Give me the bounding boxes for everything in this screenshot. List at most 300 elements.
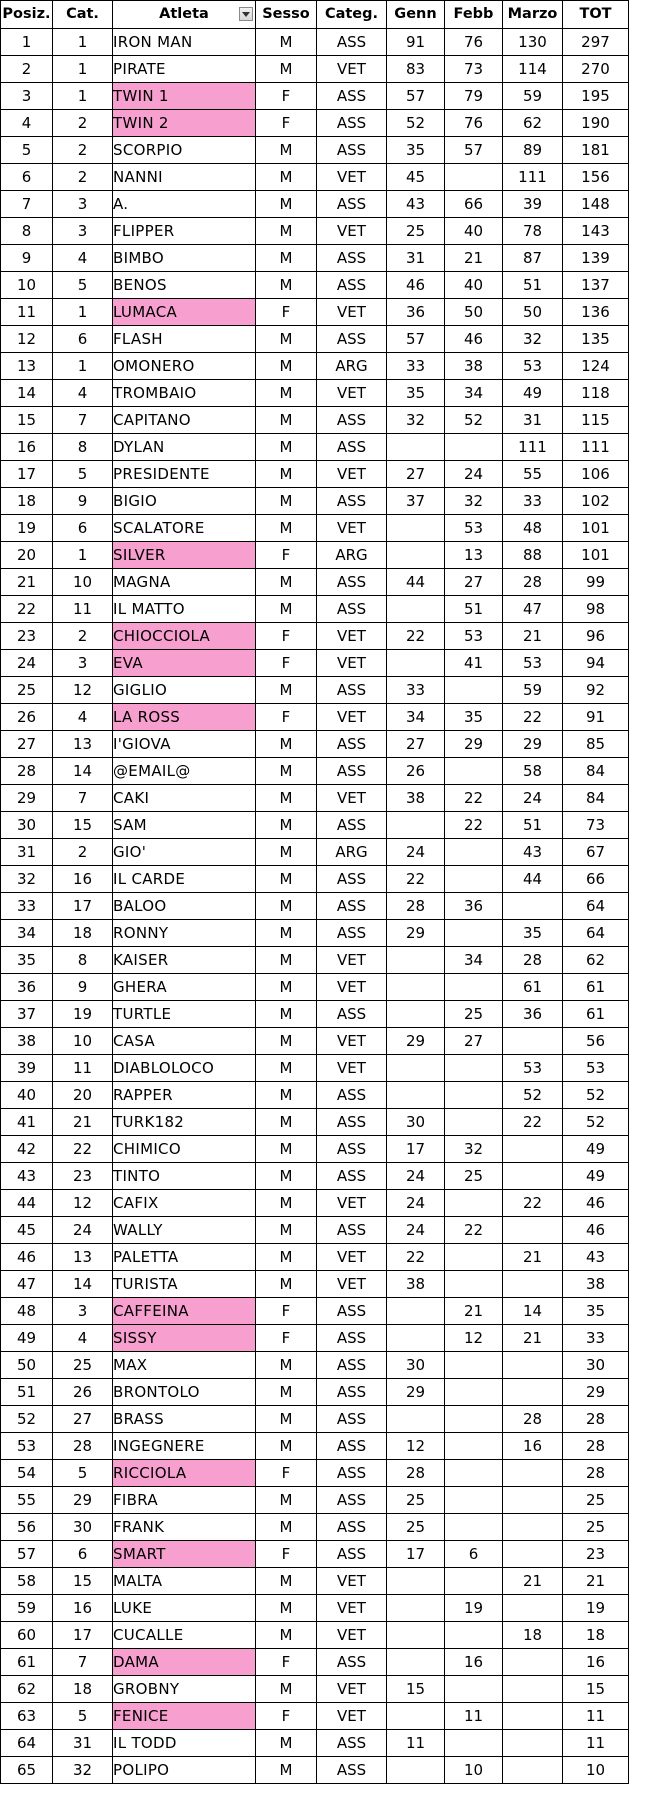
- cell-febb[interactable]: [445, 839, 503, 866]
- cell-posiz[interactable]: 20: [1, 542, 53, 569]
- cell-posiz[interactable]: 36: [1, 974, 53, 1001]
- cell-febb[interactable]: [445, 1622, 503, 1649]
- cell-febb[interactable]: 32: [445, 488, 503, 515]
- cell-genn[interactable]: [387, 434, 445, 461]
- cell-marzo[interactable]: [503, 1487, 563, 1514]
- cell-marzo[interactable]: [503, 1352, 563, 1379]
- cell-tot[interactable]: 156: [563, 164, 629, 191]
- cell-categ[interactable]: ASS: [317, 893, 387, 920]
- cell-febb[interactable]: 29: [445, 731, 503, 758]
- cell-genn[interactable]: 22: [387, 1244, 445, 1271]
- cell-genn[interactable]: [387, 1568, 445, 1595]
- cell-genn[interactable]: 25: [387, 1514, 445, 1541]
- cell-categ[interactable]: ASS: [317, 137, 387, 164]
- cell-atleta[interactable]: SILVER: [113, 542, 256, 569]
- cell-genn[interactable]: 38: [387, 1271, 445, 1298]
- cell-marzo[interactable]: [503, 1649, 563, 1676]
- cell-febb[interactable]: 21: [445, 245, 503, 272]
- cell-febb[interactable]: 52: [445, 407, 503, 434]
- cell-atleta[interactable]: RONNY: [113, 920, 256, 947]
- cell-marzo[interactable]: 28: [503, 1406, 563, 1433]
- cell-sesso[interactable]: M: [256, 812, 317, 839]
- cell-cat[interactable]: 1: [53, 542, 113, 569]
- cell-cat[interactable]: 4: [53, 380, 113, 407]
- cell-posiz[interactable]: 24: [1, 650, 53, 677]
- cell-tot[interactable]: 15: [563, 1676, 629, 1703]
- cell-tot[interactable]: 64: [563, 920, 629, 947]
- cell-genn[interactable]: 44: [387, 569, 445, 596]
- cell-marzo[interactable]: 89: [503, 137, 563, 164]
- cell-tot[interactable]: 94: [563, 650, 629, 677]
- cell-sesso[interactable]: M: [256, 380, 317, 407]
- cell-genn[interactable]: [387, 1595, 445, 1622]
- cell-posiz[interactable]: 27: [1, 731, 53, 758]
- cell-febb[interactable]: 22: [445, 1217, 503, 1244]
- cell-posiz[interactable]: 46: [1, 1244, 53, 1271]
- cell-cat[interactable]: 2: [53, 164, 113, 191]
- cell-tot[interactable]: 25: [563, 1487, 629, 1514]
- cell-tot[interactable]: 28: [563, 1433, 629, 1460]
- cell-tot[interactable]: 98: [563, 596, 629, 623]
- cell-cat[interactable]: 31: [53, 1730, 113, 1757]
- cell-febb[interactable]: 53: [445, 623, 503, 650]
- cell-atleta[interactable]: BENOS: [113, 272, 256, 299]
- cell-tot[interactable]: 64: [563, 893, 629, 920]
- cell-febb[interactable]: [445, 1352, 503, 1379]
- cell-marzo[interactable]: 51: [503, 812, 563, 839]
- cell-febb[interactable]: 32: [445, 1136, 503, 1163]
- cell-sesso[interactable]: M: [256, 1271, 317, 1298]
- cell-genn[interactable]: 36: [387, 299, 445, 326]
- cell-febb[interactable]: [445, 677, 503, 704]
- cell-atleta[interactable]: FIBRA: [113, 1487, 256, 1514]
- cell-posiz[interactable]: 18: [1, 488, 53, 515]
- cell-sesso[interactable]: M: [256, 326, 317, 353]
- cell-posiz[interactable]: 13: [1, 353, 53, 380]
- cell-genn[interactable]: 38: [387, 785, 445, 812]
- cell-cat[interactable]: 3: [53, 218, 113, 245]
- cell-genn[interactable]: 91: [387, 29, 445, 56]
- cell-cat[interactable]: 3: [53, 191, 113, 218]
- cell-tot[interactable]: 99: [563, 569, 629, 596]
- cell-posiz[interactable]: 4: [1, 110, 53, 137]
- cell-marzo[interactable]: 58: [503, 758, 563, 785]
- cell-marzo[interactable]: [503, 1757, 563, 1784]
- cell-genn[interactable]: 35: [387, 380, 445, 407]
- cell-tot[interactable]: 102: [563, 488, 629, 515]
- cell-marzo[interactable]: 14: [503, 1298, 563, 1325]
- cell-febb[interactable]: 25: [445, 1001, 503, 1028]
- cell-categ[interactable]: ASS: [317, 1136, 387, 1163]
- cell-cat[interactable]: 2: [53, 137, 113, 164]
- cell-cat[interactable]: 26: [53, 1379, 113, 1406]
- cell-cat[interactable]: 15: [53, 812, 113, 839]
- cell-marzo[interactable]: 51: [503, 272, 563, 299]
- cell-tot[interactable]: 16: [563, 1649, 629, 1676]
- cell-marzo[interactable]: 78: [503, 218, 563, 245]
- cell-cat[interactable]: 3: [53, 650, 113, 677]
- cell-febb[interactable]: 53: [445, 515, 503, 542]
- cell-marzo[interactable]: 18: [503, 1622, 563, 1649]
- cell-cat[interactable]: 29: [53, 1487, 113, 1514]
- cell-febb[interactable]: 57: [445, 137, 503, 164]
- cell-atleta[interactable]: MAGNA: [113, 569, 256, 596]
- cell-sesso[interactable]: M: [256, 1082, 317, 1109]
- cell-sesso[interactable]: M: [256, 596, 317, 623]
- cell-febb[interactable]: 41: [445, 650, 503, 677]
- cell-marzo[interactable]: 114: [503, 56, 563, 83]
- cell-posiz[interactable]: 58: [1, 1568, 53, 1595]
- cell-tot[interactable]: 84: [563, 785, 629, 812]
- cell-genn[interactable]: 29: [387, 1028, 445, 1055]
- cell-tot[interactable]: 30: [563, 1352, 629, 1379]
- cell-tot[interactable]: 49: [563, 1163, 629, 1190]
- cell-sesso[interactable]: F: [256, 299, 317, 326]
- cell-sesso[interactable]: M: [256, 137, 317, 164]
- cell-genn[interactable]: 25: [387, 1487, 445, 1514]
- cell-sesso[interactable]: M: [256, 893, 317, 920]
- cell-sesso[interactable]: M: [256, 1487, 317, 1514]
- cell-cat[interactable]: 30: [53, 1514, 113, 1541]
- cell-categ[interactable]: VET: [317, 299, 387, 326]
- cell-sesso[interactable]: F: [256, 1541, 317, 1568]
- cell-febb[interactable]: 13: [445, 542, 503, 569]
- cell-posiz[interactable]: 12: [1, 326, 53, 353]
- cell-cat[interactable]: 13: [53, 1244, 113, 1271]
- cell-posiz[interactable]: 26: [1, 704, 53, 731]
- cell-marzo[interactable]: [503, 893, 563, 920]
- cell-marzo[interactable]: 21: [503, 1568, 563, 1595]
- cell-genn[interactable]: 52: [387, 110, 445, 137]
- cell-febb[interactable]: 50: [445, 299, 503, 326]
- cell-sesso[interactable]: M: [256, 1730, 317, 1757]
- cell-genn[interactable]: 28: [387, 893, 445, 920]
- cell-genn[interactable]: 24: [387, 1190, 445, 1217]
- cell-categ[interactable]: ASS: [317, 326, 387, 353]
- cell-marzo[interactable]: 21: [503, 1244, 563, 1271]
- cell-cat[interactable]: 5: [53, 272, 113, 299]
- cell-categ[interactable]: ASS: [317, 812, 387, 839]
- cell-sesso[interactable]: F: [256, 650, 317, 677]
- cell-tot[interactable]: 46: [563, 1217, 629, 1244]
- cell-febb[interactable]: 11: [445, 1703, 503, 1730]
- cell-genn[interactable]: 27: [387, 731, 445, 758]
- cell-categ[interactable]: VET: [317, 1595, 387, 1622]
- cell-atleta[interactable]: CAFFEINA: [113, 1298, 256, 1325]
- cell-febb[interactable]: 66: [445, 191, 503, 218]
- cell-cat[interactable]: 2: [53, 839, 113, 866]
- cell-cat[interactable]: 1: [53, 29, 113, 56]
- cell-sesso[interactable]: F: [256, 1649, 317, 1676]
- cell-posiz[interactable]: 47: [1, 1271, 53, 1298]
- cell-genn[interactable]: 46: [387, 272, 445, 299]
- cell-categ[interactable]: VET: [317, 1568, 387, 1595]
- cell-genn[interactable]: 57: [387, 326, 445, 353]
- cell-marzo[interactable]: [503, 1541, 563, 1568]
- cell-categ[interactable]: ASS: [317, 677, 387, 704]
- cell-posiz[interactable]: 55: [1, 1487, 53, 1514]
- cell-cat[interactable]: 5: [53, 461, 113, 488]
- cell-posiz[interactable]: 40: [1, 1082, 53, 1109]
- cell-cat[interactable]: 9: [53, 974, 113, 1001]
- cell-genn[interactable]: 37: [387, 488, 445, 515]
- cell-posiz[interactable]: 32: [1, 866, 53, 893]
- cell-marzo[interactable]: [503, 1460, 563, 1487]
- cell-categ[interactable]: ARG: [317, 542, 387, 569]
- cell-atleta[interactable]: SCORPIO: [113, 137, 256, 164]
- cell-febb[interactable]: [445, 1460, 503, 1487]
- cell-posiz[interactable]: 7: [1, 191, 53, 218]
- cell-sesso[interactable]: M: [256, 272, 317, 299]
- cell-categ[interactable]: ASS: [317, 1163, 387, 1190]
- cell-febb[interactable]: 12: [445, 1325, 503, 1352]
- cell-febb[interactable]: 36: [445, 893, 503, 920]
- cell-tot[interactable]: 190: [563, 110, 629, 137]
- cell-atleta[interactable]: GIO': [113, 839, 256, 866]
- cell-genn[interactable]: 45: [387, 164, 445, 191]
- cell-sesso[interactable]: M: [256, 1352, 317, 1379]
- cell-genn[interactable]: 22: [387, 866, 445, 893]
- cell-marzo[interactable]: 55: [503, 461, 563, 488]
- cell-sesso[interactable]: M: [256, 434, 317, 461]
- cell-cat[interactable]: 28: [53, 1433, 113, 1460]
- cell-tot[interactable]: 33: [563, 1325, 629, 1352]
- cell-categ[interactable]: ASS: [317, 1001, 387, 1028]
- cell-tot[interactable]: 46: [563, 1190, 629, 1217]
- cell-atleta[interactable]: RICCIOLA: [113, 1460, 256, 1487]
- cell-cat[interactable]: 32: [53, 1757, 113, 1784]
- cell-atleta[interactable]: TURTLE: [113, 1001, 256, 1028]
- cell-marzo[interactable]: 31: [503, 407, 563, 434]
- cell-posiz[interactable]: 65: [1, 1757, 53, 1784]
- cell-febb[interactable]: [445, 1109, 503, 1136]
- cell-marzo[interactable]: 35: [503, 920, 563, 947]
- cell-categ[interactable]: ASS: [317, 1757, 387, 1784]
- cell-sesso[interactable]: M: [256, 974, 317, 1001]
- cell-sesso[interactable]: M: [256, 407, 317, 434]
- cell-sesso[interactable]: M: [256, 461, 317, 488]
- cell-marzo[interactable]: 48: [503, 515, 563, 542]
- cell-atleta[interactable]: TURISTA: [113, 1271, 256, 1298]
- cell-tot[interactable]: 18: [563, 1622, 629, 1649]
- cell-marzo[interactable]: 130: [503, 29, 563, 56]
- cell-categ[interactable]: VET: [317, 1055, 387, 1082]
- cell-febb[interactable]: 27: [445, 569, 503, 596]
- cell-tot[interactable]: 101: [563, 515, 629, 542]
- cell-atleta[interactable]: POLIPO: [113, 1757, 256, 1784]
- cell-atleta[interactable]: WALLY: [113, 1217, 256, 1244]
- cell-genn[interactable]: 43: [387, 191, 445, 218]
- cell-tot[interactable]: 38: [563, 1271, 629, 1298]
- cell-febb[interactable]: [445, 1406, 503, 1433]
- cell-sesso[interactable]: M: [256, 1433, 317, 1460]
- cell-cat[interactable]: 17: [53, 1622, 113, 1649]
- cell-atleta[interactable]: SMART: [113, 1541, 256, 1568]
- filter-dropdown-button[interactable]: [239, 7, 253, 21]
- cell-categ[interactable]: ASS: [317, 1352, 387, 1379]
- cell-atleta[interactable]: INGEGNERE: [113, 1433, 256, 1460]
- cell-febb[interactable]: [445, 1433, 503, 1460]
- cell-atleta[interactable]: TINTO: [113, 1163, 256, 1190]
- cell-febb[interactable]: 10: [445, 1757, 503, 1784]
- cell-marzo[interactable]: [503, 1136, 563, 1163]
- cell-genn[interactable]: 22: [387, 623, 445, 650]
- cell-posiz[interactable]: 17: [1, 461, 53, 488]
- cell-cat[interactable]: 2: [53, 623, 113, 650]
- cell-marzo[interactable]: 59: [503, 83, 563, 110]
- cell-posiz[interactable]: 44: [1, 1190, 53, 1217]
- cell-sesso[interactable]: M: [256, 1676, 317, 1703]
- cell-sesso[interactable]: F: [256, 83, 317, 110]
- cell-categ[interactable]: ASS: [317, 569, 387, 596]
- cell-cat[interactable]: 11: [53, 596, 113, 623]
- cell-categ[interactable]: ARG: [317, 839, 387, 866]
- cell-marzo[interactable]: [503, 1676, 563, 1703]
- cell-posiz[interactable]: 37: [1, 1001, 53, 1028]
- cell-atleta[interactable]: CAPITANO: [113, 407, 256, 434]
- cell-cat[interactable]: 6: [53, 1541, 113, 1568]
- cell-marzo[interactable]: 49: [503, 380, 563, 407]
- cell-sesso[interactable]: M: [256, 1595, 317, 1622]
- cell-categ[interactable]: VET: [317, 785, 387, 812]
- cell-cat[interactable]: 11: [53, 1055, 113, 1082]
- cell-marzo[interactable]: 39: [503, 191, 563, 218]
- cell-sesso[interactable]: F: [256, 1325, 317, 1352]
- cell-tot[interactable]: 66: [563, 866, 629, 893]
- cell-categ[interactable]: ASS: [317, 110, 387, 137]
- cell-posiz[interactable]: 15: [1, 407, 53, 434]
- cell-genn[interactable]: 25: [387, 218, 445, 245]
- cell-sesso[interactable]: M: [256, 191, 317, 218]
- cell-atleta[interactable]: IRON MAN: [113, 29, 256, 56]
- cell-genn[interactable]: 24: [387, 1217, 445, 1244]
- cell-genn[interactable]: [387, 596, 445, 623]
- cell-posiz[interactable]: 31: [1, 839, 53, 866]
- cell-atleta[interactable]: SISSY: [113, 1325, 256, 1352]
- cell-posiz[interactable]: 52: [1, 1406, 53, 1433]
- cell-febb[interactable]: 34: [445, 947, 503, 974]
- cell-tot[interactable]: 148: [563, 191, 629, 218]
- cell-cat[interactable]: 24: [53, 1217, 113, 1244]
- cell-categ[interactable]: ASS: [317, 596, 387, 623]
- cell-tot[interactable]: 118: [563, 380, 629, 407]
- cell-marzo[interactable]: 36: [503, 1001, 563, 1028]
- cell-genn[interactable]: 29: [387, 920, 445, 947]
- cell-categ[interactable]: VET: [317, 1190, 387, 1217]
- cell-marzo[interactable]: [503, 1379, 563, 1406]
- cell-cat[interactable]: 3: [53, 1298, 113, 1325]
- cell-atleta[interactable]: CAKI: [113, 785, 256, 812]
- cell-atleta[interactable]: BRASS: [113, 1406, 256, 1433]
- cell-tot[interactable]: 62: [563, 947, 629, 974]
- cell-febb[interactable]: [445, 1487, 503, 1514]
- cell-tot[interactable]: 139: [563, 245, 629, 272]
- cell-atleta[interactable]: CAFIX: [113, 1190, 256, 1217]
- cell-tot[interactable]: 92: [563, 677, 629, 704]
- cell-genn[interactable]: 24: [387, 839, 445, 866]
- cell-febb[interactable]: [445, 1082, 503, 1109]
- cell-tot[interactable]: 35: [563, 1298, 629, 1325]
- cell-atleta[interactable]: TWIN 1: [113, 83, 256, 110]
- cell-posiz[interactable]: 56: [1, 1514, 53, 1541]
- cell-atleta[interactable]: PRESIDENTE: [113, 461, 256, 488]
- cell-posiz[interactable]: 35: [1, 947, 53, 974]
- cell-tot[interactable]: 124: [563, 353, 629, 380]
- cell-posiz[interactable]: 43: [1, 1163, 53, 1190]
- cell-tot[interactable]: 136: [563, 299, 629, 326]
- cell-marzo[interactable]: 53: [503, 353, 563, 380]
- cell-sesso[interactable]: M: [256, 1568, 317, 1595]
- cell-cat[interactable]: 6: [53, 326, 113, 353]
- cell-atleta[interactable]: DAMA: [113, 1649, 256, 1676]
- cell-atleta[interactable]: BRONTOLO: [113, 1379, 256, 1406]
- cell-categ[interactable]: ASS: [317, 488, 387, 515]
- cell-marzo[interactable]: 16: [503, 1433, 563, 1460]
- cell-genn[interactable]: 30: [387, 1109, 445, 1136]
- cell-cat[interactable]: 4: [53, 245, 113, 272]
- cell-genn[interactable]: 83: [387, 56, 445, 83]
- cell-categ[interactable]: ASS: [317, 920, 387, 947]
- cell-febb[interactable]: [445, 434, 503, 461]
- cell-categ[interactable]: ASS: [317, 1406, 387, 1433]
- cell-categ[interactable]: ASS: [317, 29, 387, 56]
- cell-febb[interactable]: [445, 974, 503, 1001]
- cell-tot[interactable]: 28: [563, 1460, 629, 1487]
- cell-sesso[interactable]: M: [256, 1190, 317, 1217]
- cell-cat[interactable]: 13: [53, 731, 113, 758]
- cell-sesso[interactable]: M: [256, 1109, 317, 1136]
- cell-febb[interactable]: 35: [445, 704, 503, 731]
- cell-atleta[interactable]: LUKE: [113, 1595, 256, 1622]
- cell-atleta[interactable]: LUMACA: [113, 299, 256, 326]
- cell-tot[interactable]: 61: [563, 974, 629, 1001]
- cell-cat[interactable]: 8: [53, 434, 113, 461]
- cell-cat[interactable]: 1: [53, 56, 113, 83]
- cell-atleta[interactable]: TWIN 2: [113, 110, 256, 137]
- cell-cat[interactable]: 1: [53, 83, 113, 110]
- cell-atleta[interactable]: RAPPER: [113, 1082, 256, 1109]
- cell-genn[interactable]: 35: [387, 137, 445, 164]
- cell-atleta[interactable]: GHERA: [113, 974, 256, 1001]
- cell-febb[interactable]: 22: [445, 785, 503, 812]
- cell-genn[interactable]: [387, 515, 445, 542]
- cell-sesso[interactable]: M: [256, 488, 317, 515]
- cell-categ[interactable]: ASS: [317, 1217, 387, 1244]
- cell-tot[interactable]: 23: [563, 1541, 629, 1568]
- cell-tot[interactable]: 53: [563, 1055, 629, 1082]
- cell-tot[interactable]: 49: [563, 1136, 629, 1163]
- cell-tot[interactable]: 43: [563, 1244, 629, 1271]
- cell-categ[interactable]: VET: [317, 1703, 387, 1730]
- cell-genn[interactable]: 12: [387, 1433, 445, 1460]
- cell-posiz[interactable]: 48: [1, 1298, 53, 1325]
- cell-categ[interactable]: ASS: [317, 407, 387, 434]
- cell-tot[interactable]: 25: [563, 1514, 629, 1541]
- cell-posiz[interactable]: 62: [1, 1676, 53, 1703]
- cell-posiz[interactable]: 54: [1, 1460, 53, 1487]
- cell-marzo[interactable]: 28: [503, 569, 563, 596]
- cell-marzo[interactable]: 32: [503, 326, 563, 353]
- cell-posiz[interactable]: 10: [1, 272, 53, 299]
- cell-posiz[interactable]: 45: [1, 1217, 53, 1244]
- cell-marzo[interactable]: 44: [503, 866, 563, 893]
- cell-sesso[interactable]: M: [256, 218, 317, 245]
- cell-categ[interactable]: VET: [317, 947, 387, 974]
- cell-genn[interactable]: 27: [387, 461, 445, 488]
- cell-posiz[interactable]: 63: [1, 1703, 53, 1730]
- cell-cat[interactable]: 7: [53, 785, 113, 812]
- cell-categ[interactable]: ASS: [317, 191, 387, 218]
